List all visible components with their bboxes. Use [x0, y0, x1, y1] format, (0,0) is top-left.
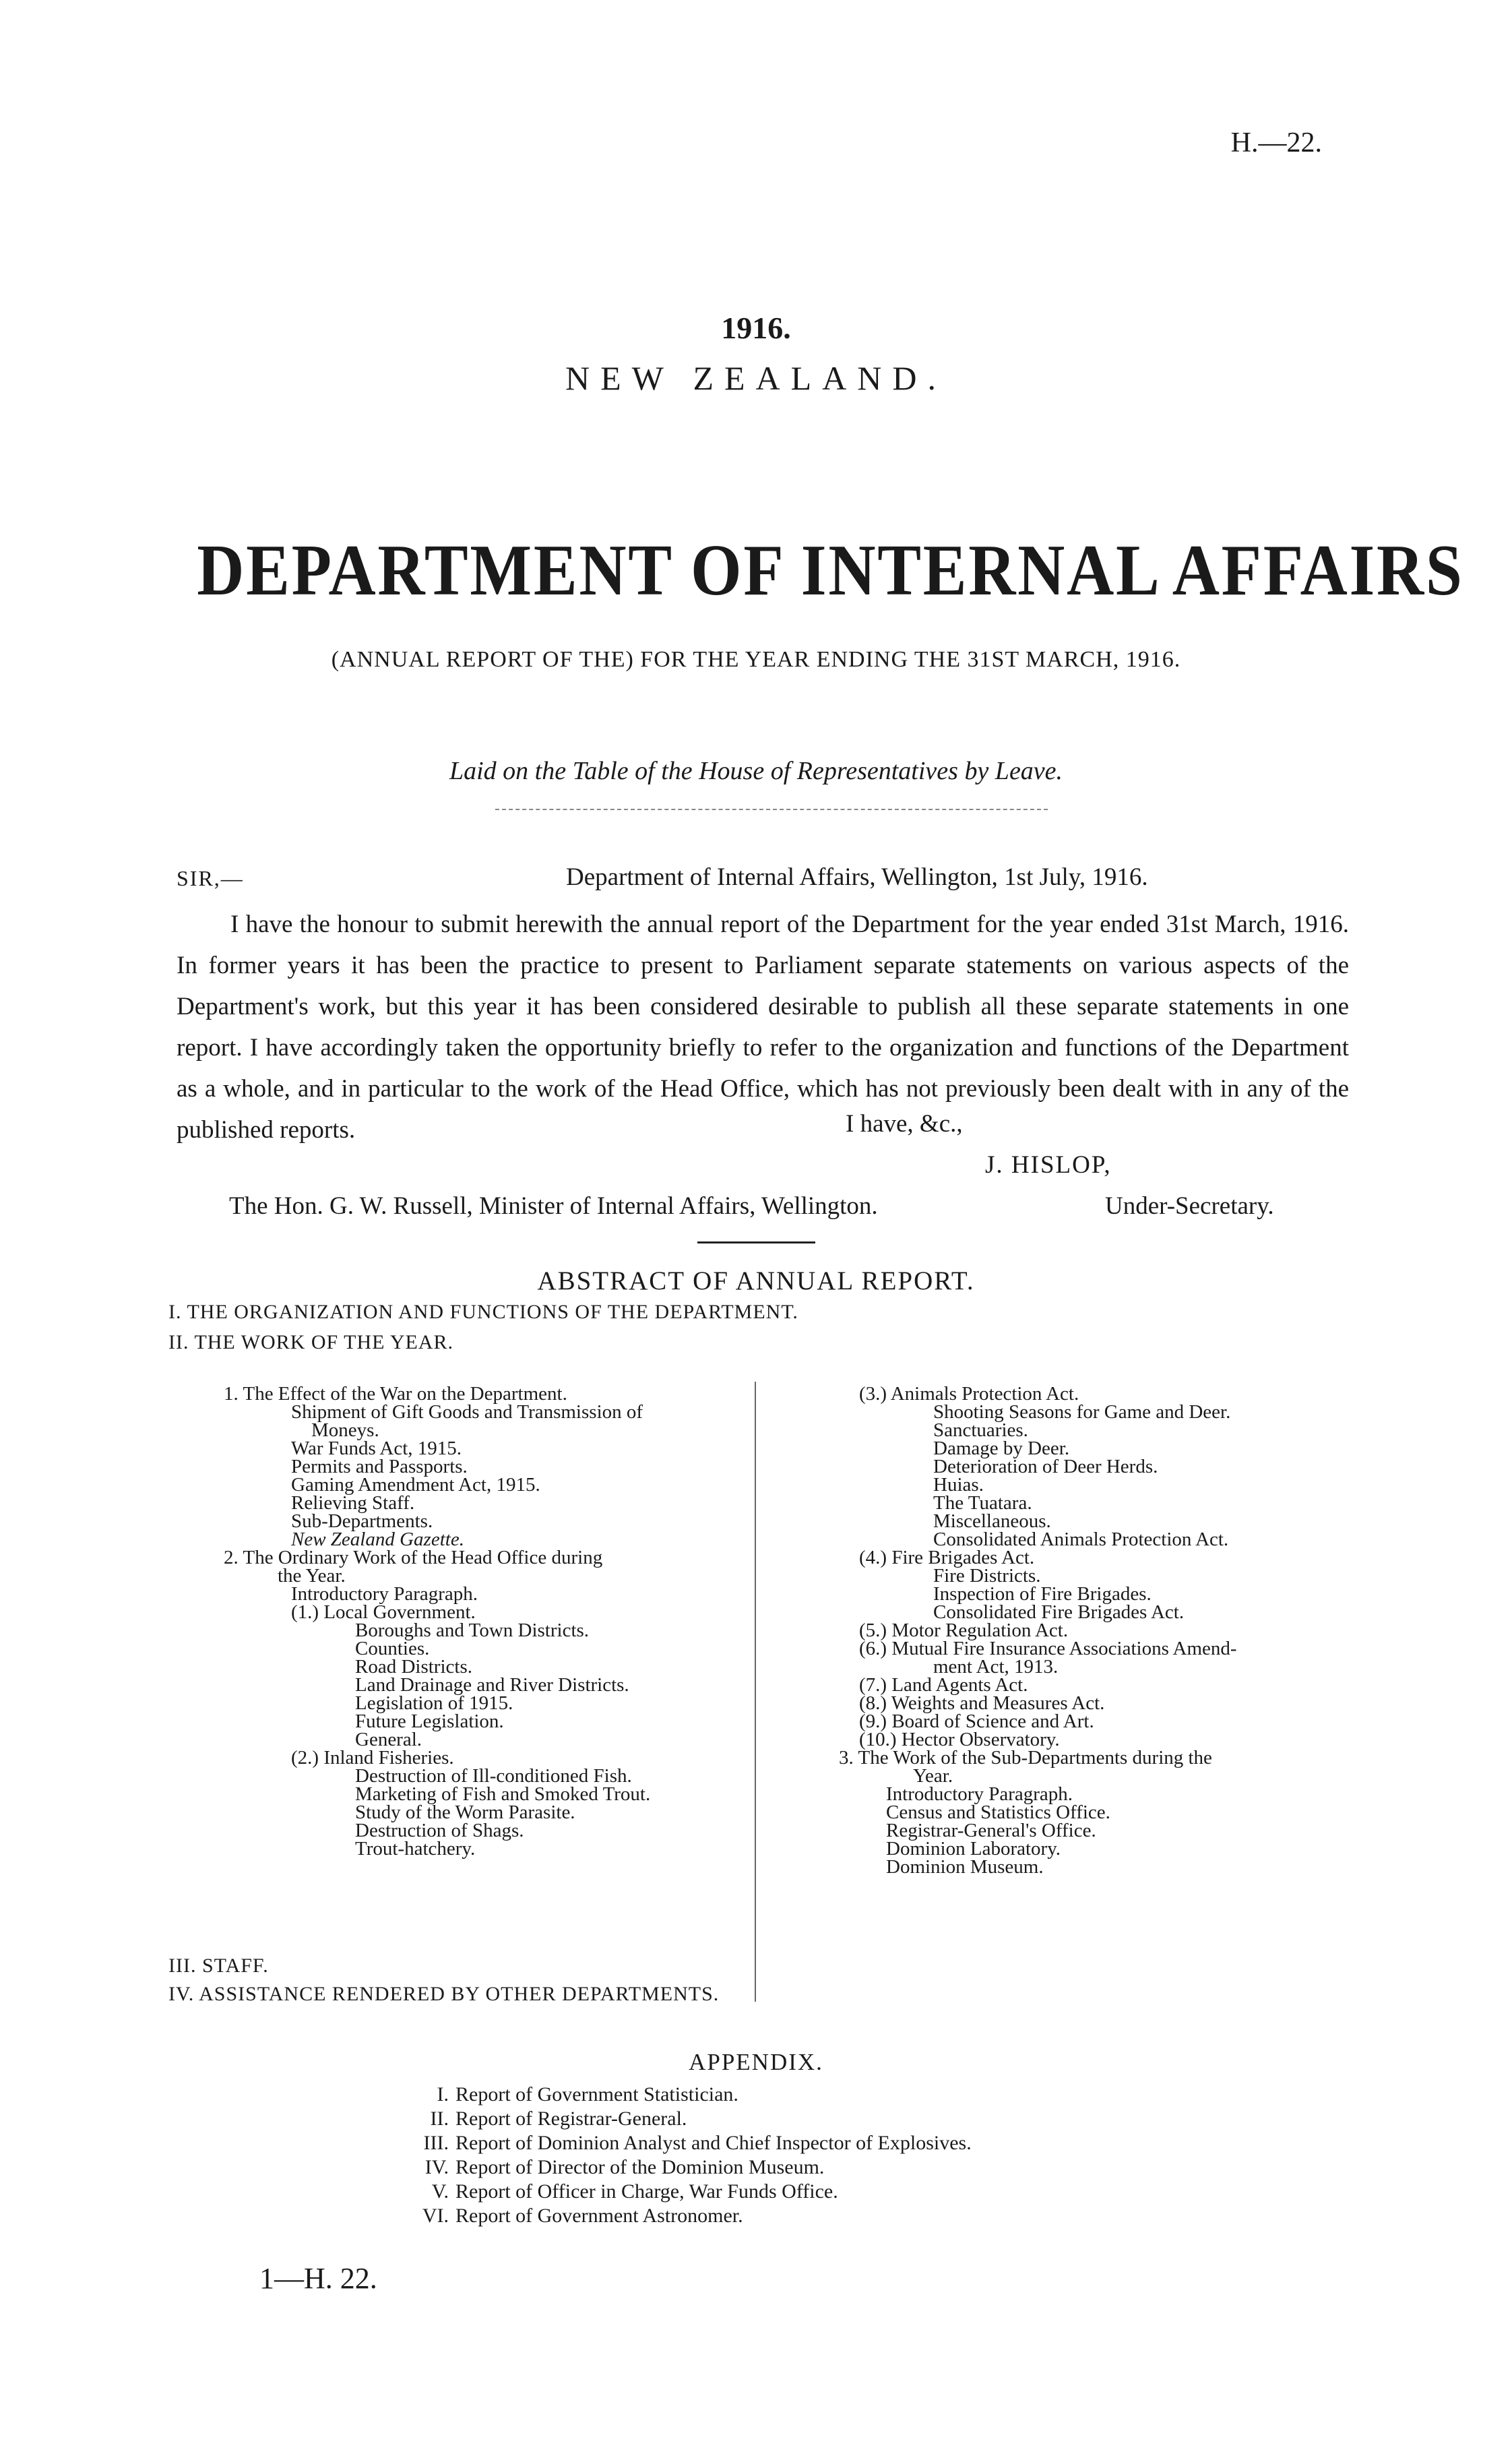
appendix-number: II. — [430, 2108, 449, 2130]
list-item: (3.) Animals Protection Act. — [859, 1383, 1079, 1405]
appendix-list — [0, 2083, 1512, 2228]
list-item: (7.) Land Agents Act. — [859, 1674, 1028, 1696]
list-item: (1.) Local Government. — [291, 1601, 476, 1623]
list-item: (5.) Motor Regulation Act. — [859, 1620, 1069, 1641]
list-item: General. — [355, 1729, 422, 1750]
appendix-text: Report of Dominion Analyst and Chief Inspector of Explosives. — [455, 2132, 972, 2154]
list-item: ment Act, 1913. — [933, 1656, 1059, 1678]
abstract-part-1: I. THE ORGANIZATION AND FUNCTIONS OF THE DEPARTMENT. — [168, 1301, 798, 1323]
department-title: DEPARTMENT OF INTERNAL AFFAIRS — [197, 530, 1464, 611]
list-item: 1. The Effect of the War on the Department. — [224, 1383, 567, 1405]
list-item: Introductory Paragraph. — [886, 1783, 1073, 1805]
list-item: War Funds Act, 1915. — [291, 1438, 462, 1459]
list-item: Trout-hatchery. — [355, 1838, 476, 1859]
list-item: (6.) Mutual Fire Insurance Associations Amend- — [859, 1638, 1237, 1659]
list-item: (4.) Fire Brigades Act. — [859, 1547, 1035, 1568]
list-item: Destruction of Shags. — [355, 1820, 524, 1841]
list-item: New Zealand Gazette. — [291, 1529, 464, 1550]
list-item: Land Drainage and River Districts. — [355, 1674, 629, 1696]
list-item: Huias. — [933, 1474, 984, 1496]
list-item: Fire Districts. — [933, 1565, 1041, 1587]
list-item — [0, 2107, 1512, 2131]
letter-salutation: SIR,— — [177, 866, 244, 890]
appendix-text: Report of Government Statistician. — [455, 2083, 738, 2105]
list-item: Relieving Staff. — [291, 1492, 415, 1514]
list-item: (9.) Board of Science and Art. — [859, 1711, 1094, 1732]
letter-addressee: The Hon. G. W. Russell, Minister of Internal Affairs, Wellington. — [229, 1192, 878, 1220]
dashed-divider — [495, 809, 1048, 810]
list-item: (8.) Weights and Measures Act. — [859, 1692, 1105, 1714]
list-item: 3. The Work of the Sub-Departments during the — [839, 1747, 1212, 1769]
list-item — [0, 2131, 1512, 2155]
list-item: Study of the Worm Parasite. — [355, 1802, 575, 1823]
list-item: Consolidated Animals Protection Act. — [933, 1529, 1229, 1550]
report-year: 1916. — [721, 311, 791, 345]
printer-signature-mark: 1—H. 22. — [259, 2262, 377, 2295]
list-item: (2.) Inland Fisheries. — [291, 1747, 454, 1769]
list-item: Deterioration of Deer Herds. — [933, 1456, 1158, 1477]
list-item: Marketing of Fish and Smoked Trout. — [355, 1783, 651, 1805]
laid-on-table-note: Laid on the Table of the House of Representatives by Leave. — [449, 757, 1063, 785]
column-divider — [755, 1382, 756, 2002]
list-item: Shipment of Gift Goods and Transmission of — [291, 1401, 643, 1423]
abstract-left-column — [224, 1385, 756, 1858]
letter-body: I have the honour to submit herewith the annual report of the Department for the year ended 31st March, 1916. In former years it has been the practice to present to Parliament separate statements on various aspects of the Department's work, but this year it has been considered desirable to publish all these separate statements in one report. I have accordingly taken the opportunity briefly to refer to the organization and functions of the Department as a whole, and in particular to the work of the Head Office, which has not previously been dealt with in any of the published reports. — [177, 911, 1349, 1144]
list-item — [0, 2204, 1512, 2228]
abstract-part-2: II. THE WORK OF THE YEAR. — [168, 1331, 454, 1353]
list-item: Registrar-General's Office. — [886, 1820, 1096, 1841]
list-item: Boroughs and Town Districts. — [355, 1620, 590, 1641]
list-item: Road Districts. — [355, 1656, 472, 1678]
letter-address-date: Department of Internal Affairs, Wellington, 1st July, 1916. — [566, 863, 1148, 891]
list-item: Inspection of Fire Brigades. — [933, 1583, 1152, 1605]
list-item: 2. The Ordinary Work of the Head Office during — [224, 1547, 603, 1568]
short-divider — [697, 1241, 815, 1243]
abstract-title: ABSTRACT OF ANNUAL REPORT. — [537, 1266, 975, 1295]
list-item: Introductory Paragraph. — [291, 1583, 478, 1605]
list-item: the Year. — [278, 1565, 346, 1587]
list-item: Sanctuaries. — [933, 1419, 1028, 1441]
list-item: Sub-Departments. — [291, 1510, 433, 1532]
signatory-title: Under-Secretary. — [1105, 1192, 1274, 1220]
list-item: Future Legislation. — [355, 1711, 504, 1732]
page-reference: H.—22. — [1230, 127, 1322, 158]
appendix-title: APPENDIX. — [689, 2049, 823, 2075]
list-item: (10.) Hector Observatory. — [859, 1729, 1060, 1750]
country-heading: NEW ZEALAND. — [565, 359, 947, 397]
list-item: Gaming Amendment Act, 1915. — [291, 1474, 540, 1496]
appendix-text: Report of Government Astronomer. — [455, 2205, 743, 2227]
list-item: Legislation of 1915. — [355, 1692, 513, 1714]
report-subtitle: (ANNUAL REPORT OF THE) FOR THE YEAR ENDING THE 31ST MARCH, 1916. — [331, 647, 1181, 672]
appendix-number: IV. — [424, 2156, 449, 2178]
list-item — [0, 2155, 1512, 2180]
list-item: Year. — [913, 1765, 953, 1787]
list-item: Consolidated Fire Brigades Act. — [933, 1601, 1185, 1623]
list-item — [0, 2180, 1512, 2204]
abstract-part-4: IV. ASSISTANCE RENDERED BY OTHER DEPARTMENTS. — [168, 1983, 720, 2005]
list-item: Dominion Museum. — [886, 1856, 1044, 1878]
list-item: Moneys. — [311, 1419, 379, 1441]
list-item — [0, 2083, 1512, 2107]
appendix-text: Report of Director of the Dominion Museum. — [455, 2156, 825, 2178]
list-item: Dominion Laboratory. — [886, 1838, 1061, 1859]
list-item: Destruction of Ill-conditioned Fish. — [355, 1765, 632, 1787]
appendix-text: Report of Registrar-General. — [455, 2108, 687, 2130]
appendix-number: V. — [431, 2180, 449, 2203]
list-item: Shooting Seasons for Game and Deer. — [933, 1401, 1231, 1423]
letter-closing: I have, &c., — [846, 1110, 963, 1138]
list-item: Miscellaneous. — [933, 1510, 1051, 1532]
list-item: The Tuatara. — [933, 1492, 1032, 1514]
list-item: Permits and Passports. — [291, 1456, 468, 1477]
appendix-number: VI. — [422, 2205, 449, 2227]
appendix-number: III. — [423, 2132, 449, 2154]
letter-signature: J. HISLOP, — [985, 1151, 1112, 1179]
abstract-part-3: III. STAFF. — [168, 1955, 269, 1977]
list-item: Counties. — [355, 1638, 430, 1659]
list-item: Damage by Deer. — [933, 1438, 1070, 1459]
list-item: Census and Statistics Office. — [886, 1802, 1110, 1823]
appendix-text: Report of Officer in Charge, War Funds Office. — [455, 2180, 838, 2203]
abstract-right-column — [839, 1383, 1371, 1878]
appendix-number: I. — [437, 2083, 449, 2105]
